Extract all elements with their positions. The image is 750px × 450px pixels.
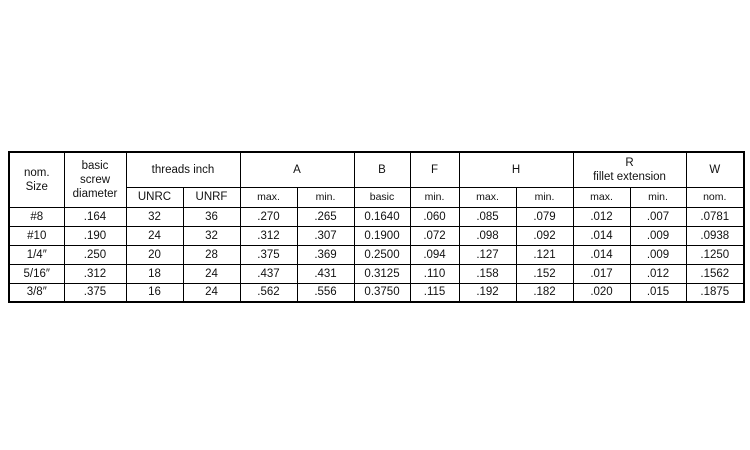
cell-r-min: .015 [630, 283, 686, 302]
cell-basic-diameter: .375 [64, 283, 126, 302]
cell-unrc: 16 [126, 283, 183, 302]
cell-a-min: .265 [297, 207, 354, 226]
cell-r-max: .020 [573, 283, 630, 302]
cell-unrc: 24 [126, 226, 183, 245]
cell-unrc: 32 [126, 207, 183, 226]
cell-r-min: .007 [630, 207, 686, 226]
cell-r-max: .014 [573, 245, 630, 264]
nom-size-header [9, 152, 64, 207]
cell-nom-size: 1/4″ [9, 245, 64, 264]
cell-h-min: .092 [516, 226, 573, 245]
cell-h-max: .127 [459, 245, 516, 264]
cell-a-min: .369 [297, 245, 354, 264]
cell-h-max: .098 [459, 226, 516, 245]
cell-h-min: .121 [516, 245, 573, 264]
cell-w-nom: .0938 [686, 226, 744, 245]
cell-w-nom: .1250 [686, 245, 744, 264]
cell-h-max: .085 [459, 207, 516, 226]
cell-f-min: .094 [410, 245, 459, 264]
cell-unrf: 36 [183, 207, 240, 226]
cell-f-min: .060 [410, 207, 459, 226]
cell-r-min: .012 [630, 264, 686, 283]
cell-f-min: .072 [410, 226, 459, 245]
cell-basic-diameter: .312 [64, 264, 126, 283]
cell-nom-size: #8 [9, 207, 64, 226]
r-header-line-2: fillet extension [593, 170, 666, 183]
cell-h-max: .192 [459, 283, 516, 302]
cell-r-max: .017 [573, 264, 630, 283]
cell-r-min: .009 [630, 226, 686, 245]
cell-r-min: .009 [630, 245, 686, 264]
cell-w-nom: .1562 [686, 264, 744, 283]
cell-a-max: .375 [240, 245, 297, 264]
w-header: W [686, 152, 744, 187]
basic-diameter-header-line-2: screw [79, 173, 111, 186]
cell-nom-size: #10 [9, 226, 64, 245]
b-header: B [354, 152, 410, 187]
cell-basic-diameter: .190 [64, 226, 126, 245]
r-header-line-1: R [625, 156, 634, 169]
unrc-header: UNRC [126, 187, 183, 207]
h-max-header: max. [459, 187, 516, 207]
cell-r-max: .012 [573, 207, 630, 226]
cell-a-max: .562 [240, 283, 297, 302]
cell-a-min: .556 [297, 283, 354, 302]
cell-a-max: .270 [240, 207, 297, 226]
cell-unrf: 24 [183, 264, 240, 283]
cell-b-basic: 0.2500 [354, 245, 410, 264]
cell-r-max: .014 [573, 226, 630, 245]
cell-unrc: 18 [126, 264, 183, 283]
w-nom-header: nom. [686, 187, 744, 207]
table-row [9, 245, 744, 264]
cell-f-min: .110 [410, 264, 459, 283]
a-header: A [240, 152, 354, 187]
basic-diameter-header [64, 152, 126, 207]
cell-h-min: .152 [516, 264, 573, 283]
a-min-header: min. [297, 187, 354, 207]
threads-header: threads inch [126, 152, 240, 187]
cell-unrf: 24 [183, 283, 240, 302]
nom-size-header-line-1: nom. [23, 166, 50, 179]
r-max-header: max. [573, 187, 630, 207]
basic-diameter-header-line-1: basic [81, 159, 109, 172]
h-min-header: min. [516, 187, 573, 207]
cell-h-max: .158 [459, 264, 516, 283]
cell-w-nom: .0781 [686, 207, 744, 226]
cell-b-basic: 0.3125 [354, 264, 410, 283]
cell-b-basic: 0.1640 [354, 207, 410, 226]
cell-basic-diameter: .164 [64, 207, 126, 226]
unrf-header: UNRF [183, 187, 240, 207]
cell-b-basic: 0.3750 [354, 283, 410, 302]
h-header: H [459, 152, 573, 187]
cell-nom-size: 5/16″ [9, 264, 64, 283]
cell-a-max: .437 [240, 264, 297, 283]
dimensions-table [8, 151, 745, 303]
table-row [9, 283, 744, 302]
a-max-header: max. [240, 187, 297, 207]
cell-unrf: 28 [183, 245, 240, 264]
cell-h-min: .182 [516, 283, 573, 302]
f-header: F [410, 152, 459, 187]
cell-a-min: .307 [297, 226, 354, 245]
cell-a-min: .431 [297, 264, 354, 283]
table-row [9, 207, 744, 226]
cell-basic-diameter: .250 [64, 245, 126, 264]
basic-diameter-header-line-3: diameter [72, 187, 118, 200]
cell-unrc: 20 [126, 245, 183, 264]
header-row-main [9, 152, 744, 187]
cell-f-min: .115 [410, 283, 459, 302]
cell-h-min: .079 [516, 207, 573, 226]
r-min-header: min. [630, 187, 686, 207]
nom-size-header-line-2: Size [25, 180, 48, 193]
table-row [9, 226, 744, 245]
cell-b-basic: 0.1900 [354, 226, 410, 245]
cell-a-max: .312 [240, 226, 297, 245]
cell-unrf: 32 [183, 226, 240, 245]
b-basic-header: basic [354, 187, 410, 207]
r-header [573, 152, 686, 187]
cell-nom-size: 3/8″ [9, 283, 64, 302]
f-min-header: min. [410, 187, 459, 207]
table-row [9, 264, 744, 283]
cell-w-nom: .1875 [686, 283, 744, 302]
